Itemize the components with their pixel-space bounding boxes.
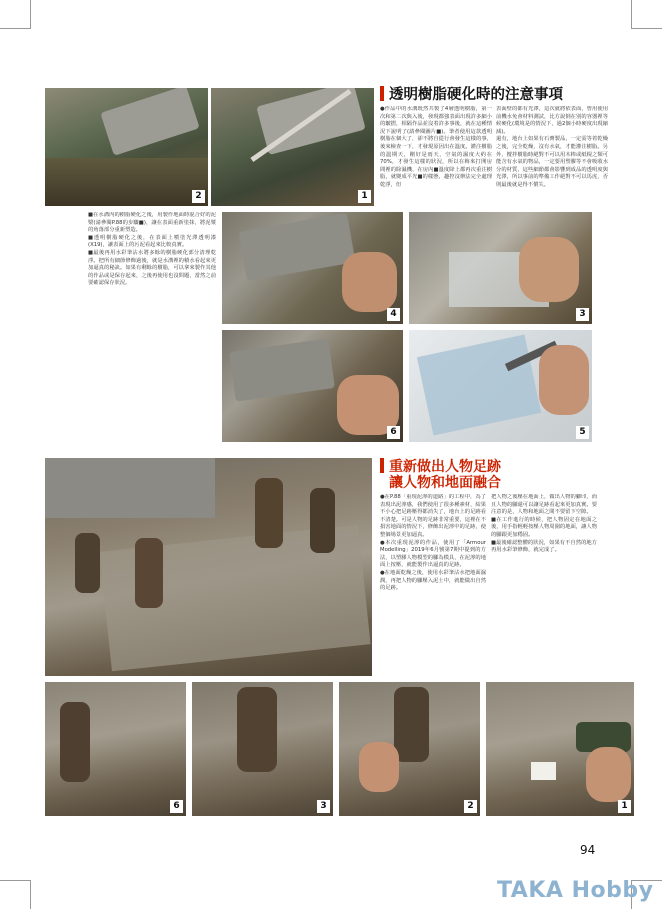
photo-number: 6 (387, 426, 400, 439)
photo-number: 3 (576, 308, 589, 321)
photo-number: 1 (618, 800, 631, 813)
photo-number: 5 (576, 426, 589, 439)
caption-block-1: ■在水溝內的樹脂硬化之後，用製作地面時混合好的泥漿(請參閱P.88的步驟■)，讓在表面重新塗抹，將泥漿的角落部分重新塑造。 ■透明樹脂硬化之後，在表面上噴塗光澤透明漆(X19)，讓表面上的污泥看起來比較真實。 ■最後再用水彩筆沾水將多餘的樹脂硬化部分清理乾淨。把所有細節修飾過後，就是水溝裡的積水看起來更加逼真的秘訣。如果有剩餘的樹脂，可以拿來製作其他的作品或是保存起來，之後再使用也沒問題，當然之前要確認保存狀況。 (88, 212, 216, 287)
photo-resin-2 (45, 88, 208, 206)
brand-watermark (497, 878, 653, 903)
section2-body: ●在P.88「重現泥濘的道路」的工程中，為了表現出泥濘感，我們使用了很多種素材，結果不小心把足跡壓得都消失了，地台上的足跡看不清楚。可是人物的足跡非常重要，這裡在不損害地面的情況下，修飾出泥濘中的足跡，使整個場景更加逼真。 ●本次重現泥濘的作品，使用了「Armour Modelling」2019年6月號第7期中提到的方法，以塑膠人物模型的腳為模具，在泥濘的地面上按壓，就能製作出逼真的足跡。 ●在地面乾燥之後，使用水彩筆沾水把地面濕潤，再把人物的腳壓入泥土中，就能做出自然的足跡。 (380, 494, 486, 592)
section1-title (380, 86, 563, 104)
photo-resin-3 (409, 212, 592, 324)
section1-title-text: 透明樹脂硬化時的注意事項 (389, 87, 563, 103)
section1-body-cont: 表面壁的都有光澤，這次就將依表面，曾用使用前機水免會材料測試，比方說倒在別的容器裡等候硬化(環境是的情況下，過2個小時硬度出現縮減)。 還有，地台上如果有石膏製品，一定需等着乾燥之後，完全乾燥，沒有水氣，才能灌注樹脂。另外，攪拌樹脂時絕對不可以用木棒或紙棍之類可能含有水氣的物品，一定要用塑膠等不會吸收水分的材質，這些細節都會影響到成品的透明度與光澤，所以事前的準備工作絕對不可以馬虎，否則最後就是得不償失。 (496, 106, 608, 188)
section2-body-cont: 把人物之後壓在地面上，做出人物的腳印，而且人物的腳還可以讓足跡看起來更加真實。要注意的是，人物和地面之間不要留下空隙。 ■在工作進行的時候，把人物固定在地面之後，用手指輕輕按壓人物周圍的地面，讓人物的腳跟更加穩固。 ■最後確認整體的狀況，如果有不自然的地方再用水彩筆修飾，就完成了。 (491, 494, 597, 554)
photo-number: 3 (317, 800, 330, 813)
photo-figure-1 (486, 682, 634, 816)
photo-figure-6 (45, 682, 186, 816)
photo-resin-5 (409, 330, 592, 442)
title-accent-bar (380, 86, 384, 101)
photo-number: 1 (358, 190, 371, 203)
crop-mark (631, 0, 662, 29)
photo-number: 6 (170, 800, 183, 813)
brand-part1: TAKA (497, 878, 564, 903)
crop-mark (0, 0, 31, 29)
photo-resin-6 (222, 330, 403, 442)
photo-resin-4 (222, 212, 403, 324)
section1-body: ●作品中的水溝既然共製了4層透明樹脂，第一次和第二次與入後，發現都強表面出現許多細小的皺摺，相隔作品並沒着許多事後，就在這種情況下說明了(請參閱圖片■)。筆者使用這款透明樹脂在個大了，卻不將自從行會發生這樣的事，後來檢查一下，才發現原因出在溫度。灌注樹脂的溫期天，剛好是雨天，空氣的濕度大約在70%，才發生這樣的狀況，所以在梅來打開房間裡的除濕機，在房內■溫度降上都再次重注樹脂，就變成平光■的樣態，趣控沒辦法完全處理乾淨，但 (380, 106, 492, 188)
photo-figure-2 (339, 682, 480, 816)
section2-title-line2: 讓人物和地面融合 (389, 475, 501, 492)
photo-number: 2 (192, 190, 205, 203)
photo-figure-3 (192, 682, 333, 816)
photo-number: 4 (387, 308, 400, 321)
section2-title (380, 458, 501, 491)
section2-title-line1: 重新做出人物足跡 (389, 459, 501, 475)
title-accent-bar (380, 458, 384, 473)
photo-resin-1 (211, 88, 374, 206)
crop-mark (0, 880, 31, 909)
photo-number: 2 (464, 800, 477, 813)
brand-part2: Hobby (571, 878, 654, 903)
page-number: 94 (580, 843, 596, 857)
photo-diorama-main (45, 458, 372, 676)
